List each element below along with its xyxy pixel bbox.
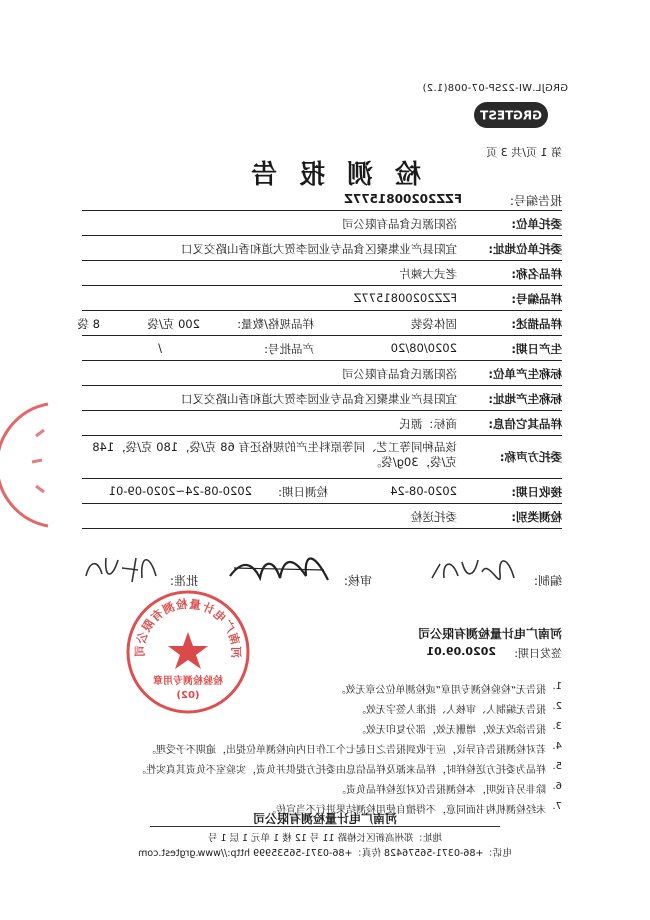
inspection-stamp	[124, 588, 252, 716]
field-value: 2020-08-24~2020-09-01	[108, 484, 252, 498]
list-item	[92, 778, 562, 798]
table-row	[82, 386, 562, 411]
field-value: 该品种同等工艺、同等原料生产的规格还有 68 克/袋，180 克/袋，148 克/袋，30g/袋。	[92, 440, 457, 469]
grgtest-logo	[474, 102, 548, 128]
table-row	[82, 361, 562, 386]
reviewed-label: 审核:	[343, 574, 372, 588]
star-icon	[168, 632, 208, 669]
issuer-company: 河南广电计量检测有限公司	[417, 627, 562, 641]
stamp-code: (02)	[176, 690, 200, 701]
note-text: 除非另有说明，本检测报告仅对送检样品负责。	[336, 785, 546, 796]
table-row	[82, 211, 562, 236]
note-text: 报告无编制人、审核人、批准人签字无效。	[356, 705, 546, 716]
field-label: 生产日期:	[511, 342, 562, 356]
table-row	[82, 286, 562, 311]
note-text: 报告涂改无效，增删无效，部分复印无效。	[356, 725, 546, 736]
field-value: 商标：源氏	[399, 417, 457, 431]
field-value: 固体袋装	[411, 317, 457, 331]
reviewed-signature	[224, 548, 334, 592]
field-value: 宜阳县产业集聚区食品专业园李贺大道和香山路交叉口	[181, 242, 457, 256]
field-value: 8 袋	[77, 317, 100, 331]
prepared-label: 编制:	[533, 574, 562, 588]
field-value: /	[158, 341, 162, 355]
approved-label: 批准:	[169, 574, 198, 588]
field-label: 委托单位:	[511, 217, 562, 231]
stamp-label: 检验检测专用章	[153, 676, 223, 687]
edge-seal	[0, 400, 50, 530]
field-label: 委托方声称:	[499, 450, 562, 464]
sample-info-table	[77, 210, 562, 529]
field-label: 样品规格/数量:	[237, 317, 314, 331]
field-label: 委托单位地址:	[488, 242, 562, 256]
table-row	[82, 436, 562, 479]
field-label: 样品编号:	[511, 292, 562, 306]
field-label: 标称生产单位:	[488, 367, 562, 381]
report-title: 检测报告	[229, 160, 422, 190]
list-item	[92, 718, 562, 738]
field-label: 接收日期:	[511, 485, 562, 499]
field-label: 检测日期:	[278, 485, 328, 499]
note-number: 4.	[552, 741, 562, 752]
note-number: 1.	[552, 681, 562, 692]
table-row	[82, 504, 562, 529]
field-value: 2020-08-24	[390, 484, 457, 498]
field-label: 产品批号:	[264, 342, 314, 356]
report-no-label: 报告编号:	[509, 194, 562, 208]
field-label: 样品名称:	[511, 267, 562, 281]
note-text: 报告无“检验检测专用章”或检测单位公章无效。	[335, 685, 546, 696]
table-row	[77, 311, 562, 336]
table-row	[82, 236, 562, 261]
table-row	[82, 479, 562, 504]
table-row	[82, 411, 562, 436]
note-number: 3.	[552, 721, 562, 732]
field-value: 200 克/袋	[147, 317, 200, 331]
field-label: 检测类别:	[511, 510, 562, 524]
footer-company: 河南广电计量检测有限公司	[253, 812, 398, 826]
field-value: 洛阳源氏食品有限公司	[342, 217, 457, 231]
approved-signature	[82, 548, 162, 592]
signature-row	[82, 548, 562, 592]
list-item	[92, 738, 562, 758]
note-number: 2.	[552, 701, 562, 712]
form-code: GRGJL.WI-22SP-07-008(1.2)	[422, 83, 568, 94]
footer-contact: 电话：+86-0371-56576428 传真：+86-0371-56535999 http://www.grgtest.com	[138, 848, 512, 859]
field-value: 宜阳县产业集聚区食品专业园李贺大道和香山路交叉口	[181, 392, 457, 406]
list-item	[92, 758, 562, 778]
page-indicator: 第 1 页/共 3 页	[486, 146, 562, 159]
note-number: 6.	[552, 781, 562, 792]
sign-date-label: 签发日期:	[514, 647, 562, 660]
report-no: FZZ2020081577Z	[344, 192, 462, 206]
table-row	[82, 336, 562, 361]
footer-divider	[150, 826, 500, 827]
footer-address: 地址：郑州高新区长椿路 11 号 12 楼 1 单元 1 层 1 号	[208, 833, 443, 844]
stamp-ring-text: 河南广电计量检测有限公司	[132, 596, 244, 659]
logo-text: GRGTEST	[480, 108, 542, 123]
field-value: 洛阳源氏食品有限公司	[342, 367, 457, 381]
note-number: 5.	[552, 761, 562, 772]
field-value: 老式大辣片	[399, 267, 457, 281]
field-value: FZZ2020081577Z	[353, 291, 457, 305]
field-label: 样品描述:	[511, 317, 562, 331]
note-text: 若对检测报告有异议，应于收到报告之日起七个工作日内向检测单位提出，逾期不予受理。	[146, 745, 546, 756]
note-text: 样品为委托方送检样时，样品来源及样品信息由委托方提供并负责，实验室不负责其真实性。	[136, 765, 546, 776]
field-value: 委托送检	[411, 510, 457, 524]
field-label: 样品其它信息:	[488, 417, 562, 431]
note-number: 7.	[552, 801, 562, 812]
prepared-signature	[427, 548, 522, 592]
field-label: 标称生产地址:	[488, 392, 562, 406]
field-value: 2020/08/20	[390, 341, 457, 355]
table-row	[82, 261, 562, 286]
sign-date: 2020.09.01	[426, 645, 496, 658]
note-text: 未经检测机构书面同意，不得擅自使用检测结果进行不当宣传。	[266, 805, 546, 816]
